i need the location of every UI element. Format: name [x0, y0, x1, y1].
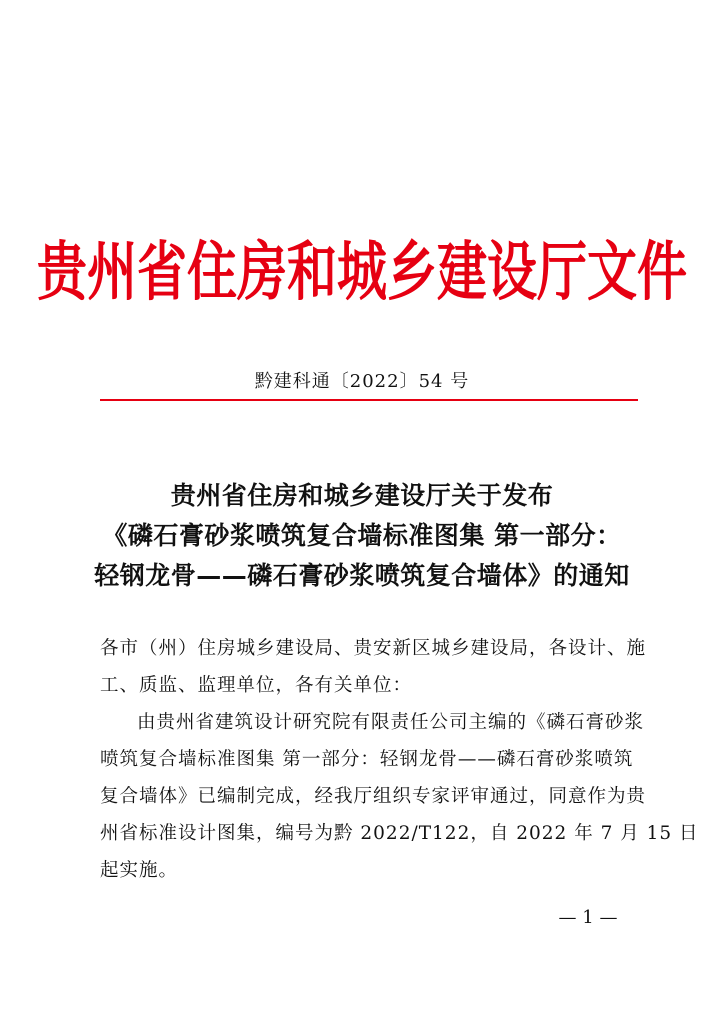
header-divider-line [100, 399, 638, 401]
salutation-line: 各市（州）住房城乡建设局、贵安新区城乡建设局，各设计、施 [100, 638, 647, 659]
subject-line: 贵州省住房和城乡建设厅关于发布 [170, 481, 554, 510]
document-header-title: 贵州省住房和城乡建设厅文件 [37, 233, 687, 310]
subject-line: 《磷石膏砂浆喷筑复合墙标准图集 第一部分： [102, 521, 622, 550]
body-line: 起实施。 [100, 860, 179, 881]
body-line: 州省标准设计图集，编号为黔 2022/T122，自 2022 年 7 月 15 日 [100, 823, 699, 844]
page-number: — 1 — [558, 907, 618, 928]
notice-subject [0, 476, 724, 596]
body-line: 复合墙体》已编制完成，经我厅组织专家评审通过，同意作为贵 [100, 786, 647, 807]
salutation-line: 工、质监、监理单位，各有关单位： [100, 675, 413, 696]
addressee-salutation [100, 630, 647, 704]
document-number: 黔建科通〔2022〕54 号 [254, 371, 470, 392]
body-line: 由贵州省建筑设计研究院有限责任公司主编的《磷石膏砂浆 [137, 712, 645, 733]
subject-line: 轻钢龙骨——磷石膏砂浆喷筑复合墙体》的通知 [94, 561, 630, 590]
body-line: 喷筑复合墙标准图集 第一部分：轻钢龙骨——磷石膏砂浆喷筑 [100, 749, 634, 770]
body-paragraph [100, 704, 699, 889]
